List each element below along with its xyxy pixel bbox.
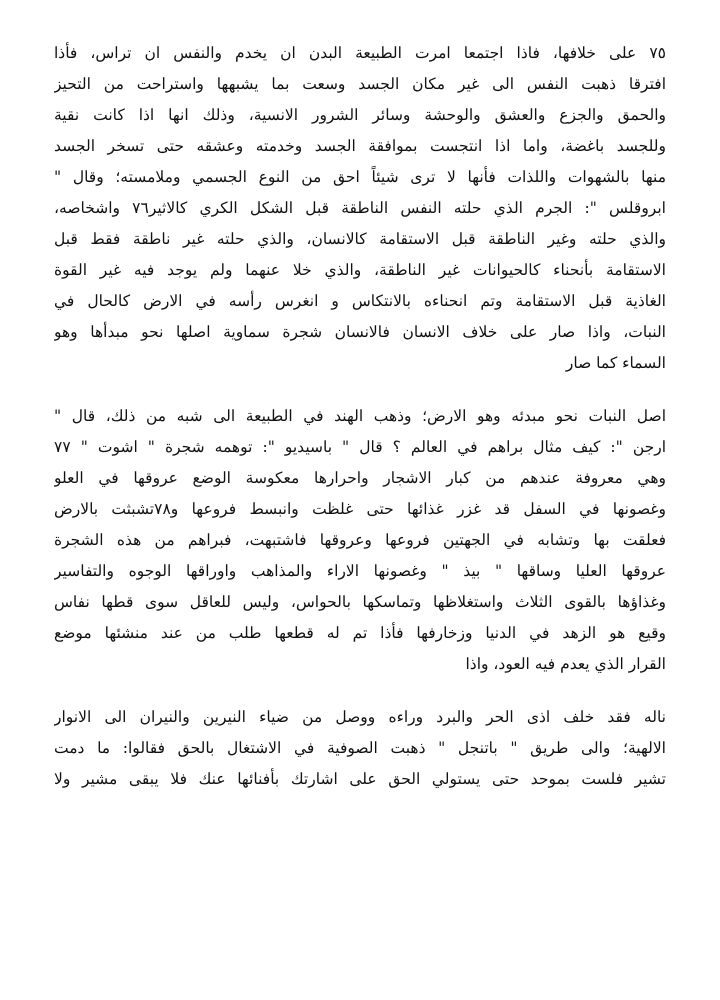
text-line: الالهية؛ والى طريق " باتنجل " ذهبت الصوفية في الاشتغال بالحق فقالوا: ما دمت — [54, 739, 666, 757]
text-line: وهي معروفة عندهم من كبار الاشجار واحرارها معكوسة الوضع عروقها في العلو — [54, 469, 666, 487]
paragraph-2 — [54, 401, 666, 680]
text-line: ناله فقد خلف اذى الحر والبرد وراءه ووصل من ضياء النيرين والنيران الى الانوار — [54, 708, 666, 726]
text-line: النبات، واذا صار على خلاف الانسان فالانسان شجرة سماوية اصلها نحو مبدأها وهو — [54, 323, 666, 341]
text-line: الغاذية قبل الاستقامة وتم انحناءه بالانتكاس و انغرس رأسه في الارض كالحال في — [54, 292, 666, 310]
text-line: والذي حلته وغير الناطقة قبل الاستقامة كالانسان، والذي حلته غير ناطقة فقط قبل — [54, 230, 666, 248]
text-line: اصل النبات نحو مبدئه وهو الارض؛ وذهب الهند في الطبيعة الى شبه من ذلك، قال " — [54, 407, 666, 425]
text-line: ارجن ": كيف مثال براهم في العالم ؟ قال " باسيديو ": توهمه شجرة " اشوت " ٧٧ — [54, 438, 666, 456]
text-line: السماء كما صار — [565, 354, 666, 372]
text-line: والحمق والجزع والعشق والوحشة وسائر الشرور الانسية، وذلك انها اذا كانت نقية — [54, 106, 666, 124]
paragraph-1 — [54, 38, 666, 379]
text-line: فعلقت بها وتشابه في الجهتين فروعها وعروقها فاشتبهت، فبراهم من هذه الشجرة — [54, 531, 666, 549]
text-line: منها بالشهوات واللذات فأنها لا ترى شيئاً احق من النوع الجسمي وملامسته؛ وقال " — [54, 168, 666, 186]
text-line: الاستقامة بأنحناء كالحيوانات غير الناطقة، والذي خلا عنهما ولم يوجد فيه غير القوة — [54, 261, 666, 279]
text-line: وغذاؤها بالقوى الثلاث واستغلاظها وتماسكها بالحواس، وليس للعاقل سوى قطها نفاس — [54, 593, 666, 611]
text-line: عروقها العليا وساقها " بيذ " وغصونها الاراء والمذاهب واوراقها الوجوه والتفاسير — [54, 562, 666, 580]
text-line: تشير فلست بموحد حتى يستولي الحق على اشارتك بأفنائها عنك فلا يبقى مشير ولا — [54, 770, 666, 788]
paragraph-spacer — [54, 379, 666, 401]
paragraph-3 — [54, 702, 666, 795]
text-line: ابروقلس ": الجرم الذي حلته النفس الناطقة قبل الشكل الكري كالاثير٧٦ واشخاصه، — [54, 199, 666, 217]
text-line: ٧٥ على خلافها، فاذا اجتمعا امرت الطبيعة البدن ان يخدم والنفس ان تراس، فأذا — [54, 44, 666, 62]
text-line: افترقا ذهبت النفس الى غير مكان الجسد وسعت بما يشبهها واستراحت من التحيز — [54, 75, 666, 93]
text-line: وغصونها في السفل قد غزر غذائها حتى غلظت وانبسط فروعها و٧٨تشبثت بالارض — [54, 500, 666, 518]
text-line: القرار الذي يعدم فيه العود، واذا — [465, 655, 666, 673]
text-line: وقيع هو الزهد في الدنيا وزخارفها فأذا تم له قطعها طلب من عند منشئها موضع — [54, 624, 666, 642]
paragraph-spacer — [54, 680, 666, 702]
text-line: وللجسد باغضة، واما اذا انتجست بموافقة الجسد وخدمته وعشقه حتى تسخر الجسد — [54, 137, 666, 155]
